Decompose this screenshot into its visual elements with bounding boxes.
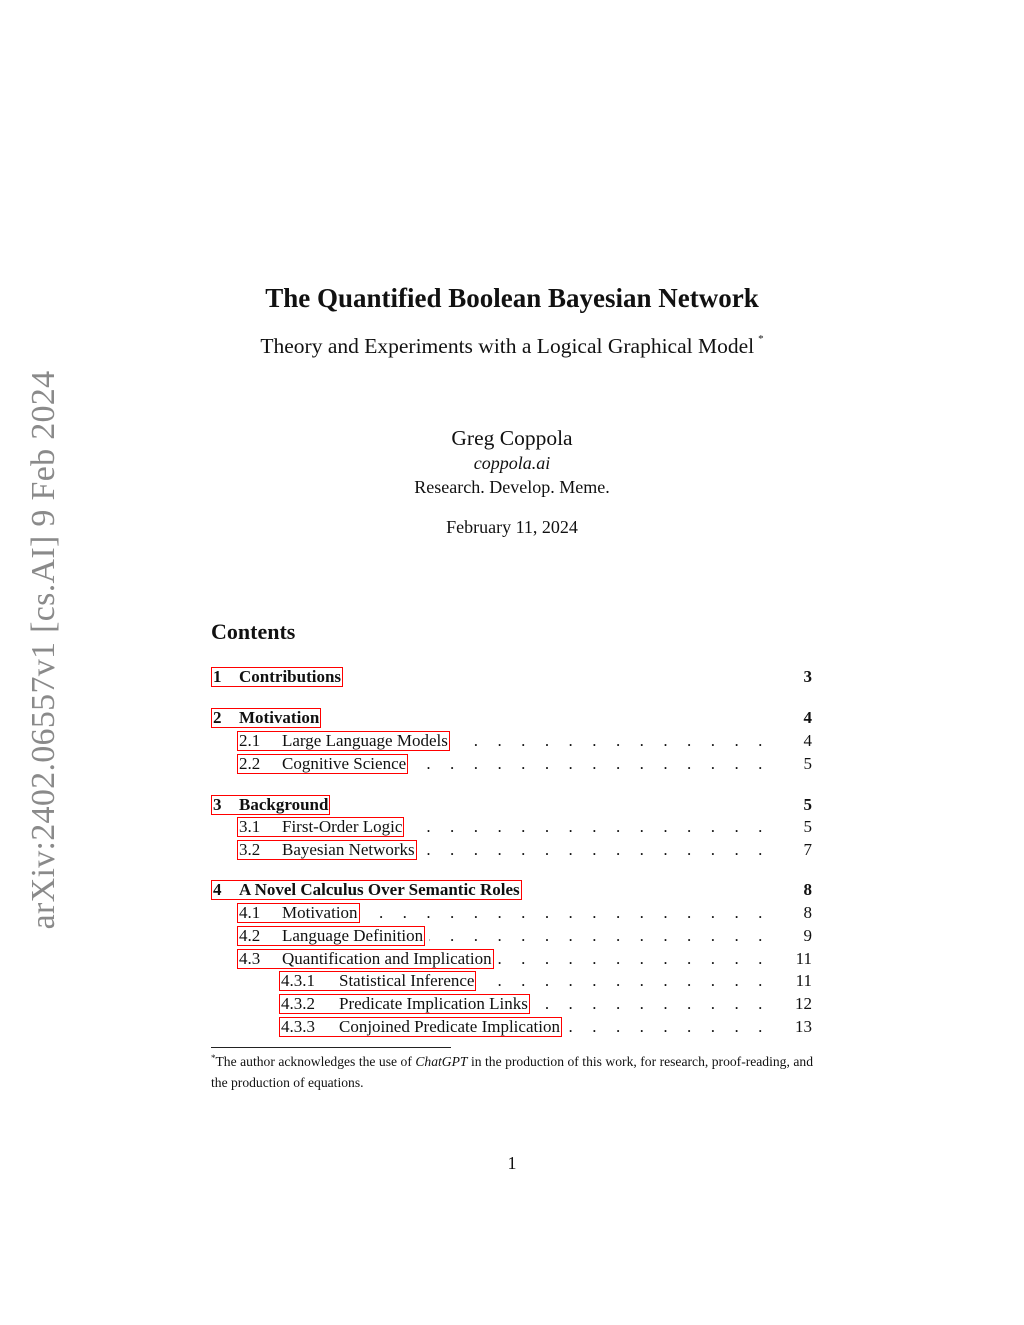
arxiv-identifier-stamp: arXiv:2402.06557v1 [cs.AI] 9 Feb 2024: [25, 370, 62, 930]
toc-title: First-Order Logic: [282, 817, 403, 836]
toc-link[interactable]: [211, 667, 343, 687]
toc-number: 3.1: [239, 817, 261, 836]
toc-number: 4.3: [239, 949, 261, 968]
toc-entry-subsection: [211, 839, 812, 861]
toc-link[interactable]: [279, 971, 476, 991]
toc-page: 5: [803, 817, 812, 836]
author-affiliation: coppola.ai: [473, 453, 551, 473]
toc-entry-subsection: [211, 816, 812, 838]
dot-leader: [364, 902, 770, 924]
toc-link[interactable]: [279, 1017, 562, 1037]
contents-heading: Contents: [211, 619, 296, 644]
dot-leader: [534, 993, 770, 1015]
toc-link[interactable]: [237, 903, 360, 923]
toc-page: 8: [803, 880, 812, 899]
footnote-emphasis: ChatGPT: [415, 1054, 468, 1069]
toc-entry-subsubsection: [211, 970, 812, 992]
toc-title: Background: [239, 795, 329, 814]
toc-page: 9: [803, 926, 812, 945]
toc-page: 12: [795, 994, 812, 1013]
footnote-text-after: in the production of this work, for research, proof-reading, and the production of equations.: [211, 1054, 813, 1090]
toc-number: 4.2: [239, 926, 261, 945]
toc-number: 4.3.2: [281, 994, 315, 1013]
toc-entry-subsection: [211, 730, 812, 752]
toc-title: Motivation: [239, 708, 320, 727]
toc-title: Large Language Models: [282, 731, 448, 750]
toc-link[interactable]: [211, 795, 330, 815]
toc-page: 11: [795, 971, 812, 990]
toc-page: 4: [803, 731, 812, 750]
paper-date: February 11, 2024: [446, 517, 578, 537]
toc-title: Contributions: [239, 667, 342, 686]
toc-link[interactable]: [279, 994, 530, 1014]
toc-number: 4.3.3: [281, 1017, 315, 1036]
dot-leader: [480, 970, 770, 992]
toc-entry-subsubsection: [211, 993, 812, 1015]
toc-page: 3: [803, 667, 812, 686]
toc-title: Predicate Implication Links: [339, 994, 528, 1013]
toc-link[interactable]: [237, 731, 450, 751]
toc-entry-subsection: [211, 753, 812, 775]
dot-leader: [566, 1016, 770, 1038]
paper-title: The Quantified Boolean Bayesian Network: [265, 283, 759, 313]
toc-page: 5: [803, 754, 812, 773]
toc-link[interactable]: [237, 754, 408, 774]
toc-number: 1: [213, 667, 222, 686]
toc-page: 4: [803, 708, 812, 727]
toc-entry-subsubsection: [211, 1016, 812, 1038]
toc-title: Cognitive Science: [282, 754, 407, 773]
toc-entry-subsection: [211, 902, 812, 924]
toc-entry-subsection: [211, 925, 812, 947]
footnote-mark: *: [211, 1053, 216, 1063]
footnote-text-before: The author acknowledges the use of: [215, 1054, 416, 1069]
toc-link[interactable]: [237, 926, 425, 946]
footnote: [211, 1052, 813, 1092]
footnote-rule: [211, 1047, 451, 1048]
author-name: Greg Coppola: [451, 426, 573, 450]
toc-number: 4: [213, 880, 222, 899]
toc-number: 4.3.1: [281, 971, 315, 990]
dot-leader: [421, 839, 770, 861]
toc-link[interactable]: [211, 708, 321, 728]
toc-link[interactable]: [211, 880, 522, 900]
toc-entry-section: [211, 794, 812, 816]
dot-leader: [454, 730, 770, 752]
toc-entry-section: [211, 879, 812, 901]
toc-link[interactable]: [237, 840, 417, 860]
toc-page: 11: [795, 949, 812, 968]
toc-title: Motivation: [282, 903, 358, 922]
author-tagline: Research. Develop. Meme.: [414, 477, 610, 497]
toc-entry-section: [211, 707, 812, 729]
toc-page: 5: [803, 795, 812, 814]
page-number: 1: [507, 1153, 517, 1173]
toc-page: 7: [803, 840, 812, 859]
toc-title: Conjoined Predicate Implication: [339, 1017, 560, 1036]
toc-link[interactable]: [237, 949, 494, 969]
toc-title: Statistical Inference: [339, 971, 475, 990]
dot-leader: [412, 753, 770, 775]
toc-title: A Novel Calculus Over Semantic Roles: [239, 880, 520, 899]
toc-number: 4.1: [239, 903, 261, 922]
toc-number: 2.1: [239, 731, 261, 750]
toc-number: 3.2: [239, 840, 261, 859]
toc-page: 8: [803, 903, 812, 922]
toc-title: Language Definition: [282, 926, 424, 945]
dot-leader: [498, 948, 770, 970]
paper-subtitle: [0, 334, 1024, 359]
toc-number: 3: [213, 795, 222, 814]
toc-number: 2: [213, 708, 222, 727]
toc-entry-section: [211, 666, 812, 688]
dot-leader: [408, 816, 770, 838]
toc-page: 13: [795, 1017, 812, 1036]
toc-title: Quantification and Implication: [282, 949, 492, 968]
dot-leader: [429, 925, 770, 947]
toc-number: 2.2: [239, 754, 261, 773]
footnote-mark[interactable]: *: [758, 332, 764, 345]
toc-link[interactable]: [237, 817, 404, 837]
toc-title: Bayesian Networks: [282, 840, 415, 859]
toc-entry-subsection: [211, 948, 812, 970]
subtitle-text: Theory and Experiments with a Logical Graphical Model: [260, 334, 755, 358]
